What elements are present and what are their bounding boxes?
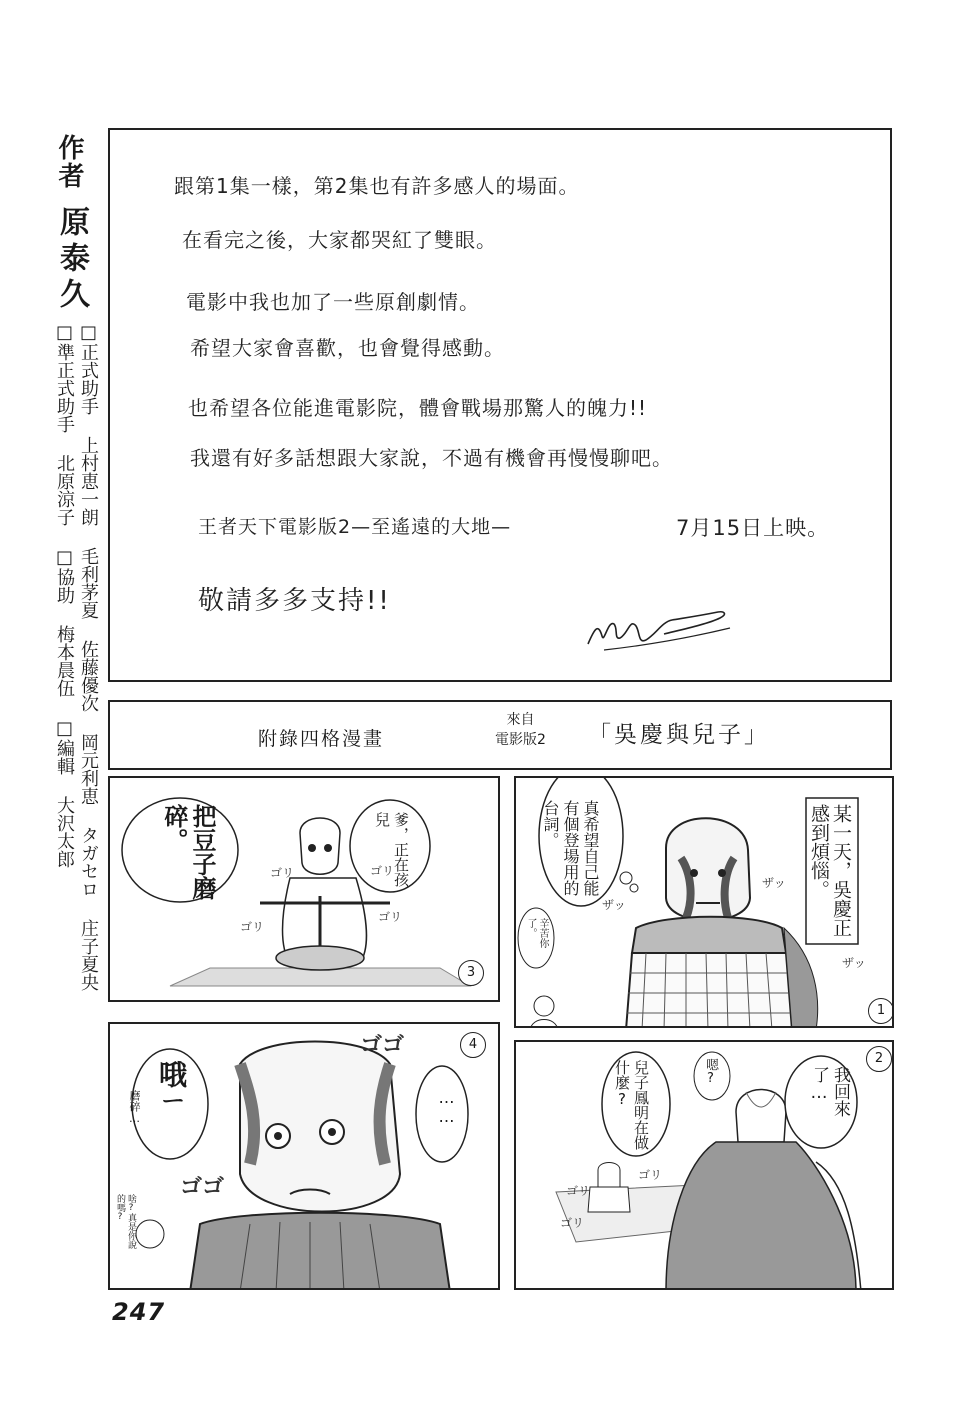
speech-bubble: 爹，正在孩兒: [373, 812, 410, 887]
panel-number: 3: [458, 960, 484, 986]
from-label-line: 電影版2: [495, 732, 546, 748]
author-role: 作者: [54, 134, 84, 190]
comic-panel-1: [514, 776, 894, 1028]
panel-number: 4: [460, 1032, 486, 1058]
sound-effect: ゴリ: [378, 910, 403, 924]
page-number: 247: [112, 1298, 166, 1326]
speech-bubble: 把豆子磨碎。: [160, 804, 216, 900]
movie-title: 王者天下電影版2—至遙遠的大地—: [198, 516, 512, 538]
message-line: 也希望各位能進電影院，體會戰場那驚人的魄力!!: [188, 396, 648, 420]
sound-effect: ゴリ: [566, 1184, 591, 1198]
sound-effect: ザッ: [842, 956, 866, 970]
speech-bubble: ……: [437, 1088, 456, 1126]
staff-credits-line: □正式助手 上村恵一朗 毛利茅夏 佐藤優次 岡元利恵 タガセロ 庄子夏央: [78, 322, 99, 991]
message-line: 希望大家會喜歡，也會覺得感動。: [190, 336, 505, 360]
sound-effect: ザッ: [762, 876, 786, 890]
author-name: 原泰久: [54, 206, 89, 314]
sound-effect: ゴゴ: [180, 1175, 225, 1200]
comic-panel-3: [108, 776, 500, 1002]
message-line: 我還有好多話想跟大家說，不過有機會再慢慢聊吧。: [190, 446, 673, 470]
comic-panel-4: [108, 1022, 500, 1290]
closing-line: 敬請多多支持!!: [198, 586, 391, 616]
sound-effect: ゴリ: [370, 864, 395, 878]
message-line: 電影中我也加了一些原創劇情。: [186, 290, 480, 314]
appendix-label: 附錄四格漫畫: [258, 728, 385, 750]
sound-effect: ゴリ: [270, 866, 295, 880]
comic-title: 「吳慶與兒子」: [588, 722, 770, 748]
comic-panel-2: [514, 1040, 894, 1290]
from-label-line: 來自: [506, 712, 535, 728]
speech-bubble: 哦ㄧ: [155, 1060, 188, 1111]
speech-bubble: 兒子鳳明在做什麼?: [613, 1060, 650, 1150]
author-signature: [580, 600, 740, 660]
staff-credits: [52, 322, 100, 1122]
from-label: [495, 710, 546, 750]
release-date: 7月15日上映。: [676, 516, 830, 540]
speech-bubble: 真希望自己能有個登場用的台詞。: [541, 800, 600, 896]
sound-effect: ゴリ: [240, 920, 265, 934]
sound-effect: ゴリ: [560, 1216, 585, 1230]
sound-effect: ザッ: [602, 898, 626, 912]
speech-bubble: 磨碎…: [128, 1090, 141, 1125]
aside-bubble: 啥?真是你說的嗎?: [115, 1194, 136, 1249]
message-line: 在看完之後，大家都哭紅了雙眼。: [182, 228, 497, 252]
narration-caption: 某一天，吳慶正感到煩惱。: [808, 804, 852, 937]
sound-effect: ゴゴ: [360, 1033, 405, 1058]
credits-column: [52, 132, 104, 1122]
staff-credits-line: □準正式助手 北原涼子 □協助 梅本晨伍 □編輯 大沢太郎: [54, 322, 75, 868]
panel-number: 2: [866, 1046, 892, 1072]
sound-effect: ゴリ: [638, 1168, 663, 1182]
message-line: 跟第1集一樣，第2集也有許多感人的場面。: [174, 174, 580, 198]
speech-bubble: 我回來了…: [809, 1066, 850, 1117]
comic-title-bar: [108, 700, 892, 770]
aside-bubble: 辛苦你了。: [525, 918, 548, 948]
author-message-box: [108, 128, 892, 682]
panel-number: 1: [868, 998, 894, 1024]
speech-bubble: 嗯?: [703, 1058, 718, 1086]
